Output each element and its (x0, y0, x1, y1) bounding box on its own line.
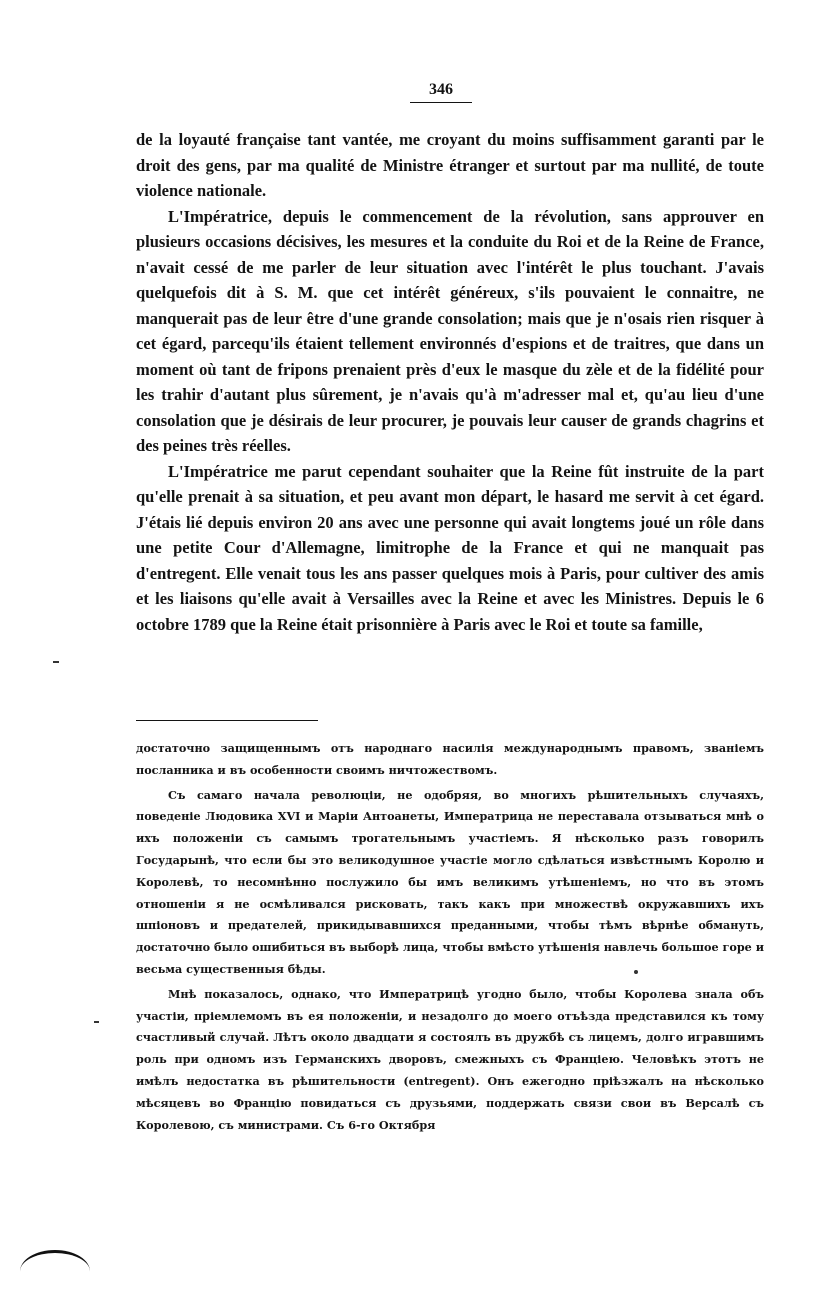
russian-paragraph: Мнѣ показалось, однако, что Императрицѣ угодно было, чтобы Королева знала объ участіи, пріемлемомъ въ ея положеніи, и незадолго до моего отъѣзда представился къ тому счастливый случай. Лѣтъ около двадцати я состоялъ въ дружбѣ съ лицемъ, долго игравшимъ роль при одномъ изъ Германскихъ дворовъ, смежныхъ съ Франціею. Человѣкъ этотъ не имѣлъ недостатка въ рѣшительности (entregent). Онъ ежегодно пріѣзжалъ на нѣсколько мѣсяцевъ во Францію повидаться съ друзьями, поддержать связи свои въ Версалѣ съ Королевою, съ министрами. Съ 6-го Октября (136, 986, 764, 1132)
page-number: 346 (410, 80, 472, 103)
russian-paragraph: Съ самаго начала революціи, не одобряя, во многихъ рѣшительныхъ случаяхъ, поведеніе Людовика XVI и Маріи Антоанеты, Императрица не переставала отзываться мнѣ о ихъ положеніи съ самымъ трогательнымъ участіемъ. Я нѣсколько разъ говорилъ Государынѣ, что если бы это великодушное участіе могло сдѣлаться извѣстнымъ Королю и Королевѣ, то несомнѣнно послужило бы имъ великимъ утѣшеніемъ, но что въ этомъ отношеніи я не осмѣливался рисковать, такъ какъ при множествѣ окружавшихъ ихъ шпіоновъ и предателей, прикидывавшихся преданными, чтобы тѣмъ вѣрнѣе обмануть, достаточно было ошибиться въ выборѣ лица, чтобы вмѣсто утѣшенія навлечь большое горе и весьма существенныя бѣды. (136, 787, 764, 976)
french-paragraph: L'Impératrice me parut cependant souhaiter que la Reine fût instruite de la part qu'elle prenait à sa situation, et peu avant mon départ, le hasard me servit à cet égard. J'étais lié depuis environ 20 ans avec une personne qui avait longtems joué un rôle dans une petite Cour d'Allemagne, limitrophe de la France et qui ne manquait pas d'entregent. Elle venait tous les ans passer quelques mois à Paris, pour cultiver des amis et les liaisons qu'elle avait à Versailles avec la Reine et avec les Ministres. Depuis le 6 octobre 1789 que la Reine était prisonnière à Paris avec le Roi et toute sa famille, (136, 461, 764, 634)
footnote-text-russian (136, 738, 764, 1139)
footnote-divider (136, 720, 318, 721)
ink-dot (634, 970, 638, 974)
french-paragraph: L'Impératrice, depuis le commencement de la révolution, sans approuver en plusieurs occasions décisives, les mesures et la conduite du Roi et de la Reine de France, n'avait cessé de me parler de leur situation avec l'intérêt le plus touchant. J'avais quelquefois dit à S. M. que cet intérêt généreux, s'ils pouvaient le connaitre, ne manquerait pas de leur être d'une grande consolation; mais que je n'osais rien risquer à cet égard, parcequ'ils étaient tellement environnés d'espions et de traitres, que dans un moment où tant de fripons prenaient près d'eux le masque du zèle et de la fidélité pour les trahir d'autant plus sûrement, je n'avais qu'à m'adresser mal et, qu'au lieu d'une consolation que je désirais de leur procurer, je pouvais leur causer de grands chagrins et des peines très réelles. (136, 206, 764, 455)
margin-mark (94, 1021, 99, 1023)
scan-edge-artifact (20, 1250, 90, 1293)
french-paragraph: de la loyauté française tant vantée, me croyant du moins suffisamment garanti par le droit des gens, par ma qualité de Ministre étranger et surtout par ma nullité, de toute violence nationale. (136, 130, 764, 200)
margin-mark (53, 661, 59, 663)
main-text-french (136, 127, 764, 637)
russian-paragraph: достаточно защищеннымъ отъ народнаго насилія международнымъ правомъ, званіемъ посланника и въ особенности своимъ ничтожествомъ. (136, 741, 764, 777)
